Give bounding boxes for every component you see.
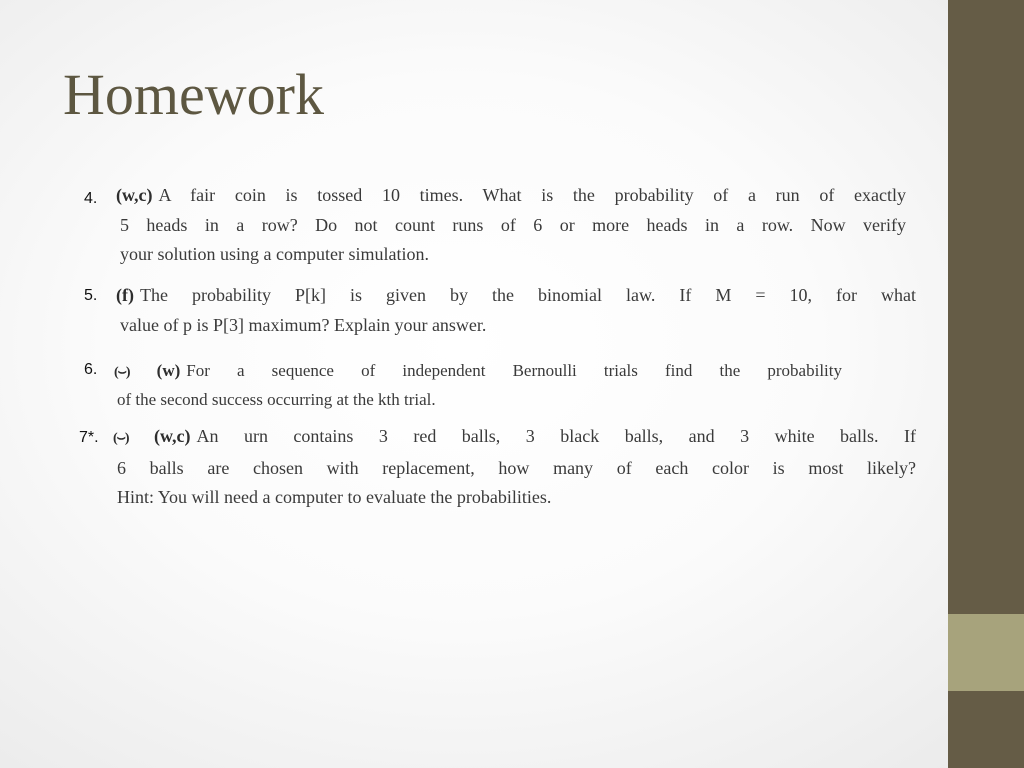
problem-text xyxy=(114,357,842,413)
problem-line: Hint: You will need a computer to evaluate the probabilities. xyxy=(117,487,552,507)
problem-tag: (w) xyxy=(156,361,181,380)
problem-number: 4. xyxy=(84,190,98,207)
problem-tag: (f) xyxy=(116,285,134,305)
smiley-icon: (⌣) xyxy=(113,431,129,446)
problem-line-text: An urn contains 3 red balls, 3 black balls, and 3 white balls. If xyxy=(196,426,916,446)
problem-line xyxy=(113,422,916,454)
sidebar-accent-block xyxy=(948,614,1024,691)
problem-line xyxy=(116,181,906,211)
problem-text xyxy=(113,422,916,513)
slide-title: Homework xyxy=(63,62,324,127)
problem-line: of the second success occurring at the kth trial. xyxy=(117,390,436,409)
smiley-icon: (⌣) xyxy=(114,365,130,380)
problem-line-text: For a sequence of independent Bernoulli trials find the probability xyxy=(186,361,842,380)
problem-line xyxy=(116,281,916,311)
problem-line: 6 balls are chosen with replacement, how many of each color is most likely? xyxy=(117,457,916,478)
problem-line: value of p is P[3] maximum? Explain your answer. xyxy=(120,314,487,335)
problem-line xyxy=(114,357,842,386)
problem-line-text: A fair coin is tossed 10 times. What is the probability of a run of exactly xyxy=(158,185,906,205)
problem-tag: (w,c) xyxy=(116,185,153,205)
problem-number: 6. xyxy=(84,361,98,378)
problem-line-text: The probability P[k] is given by the binomial law. If M = 10, for what xyxy=(139,285,916,305)
problem-number: 5. xyxy=(84,287,98,304)
problem-line: 5 heads in a row? Do not count runs of 6 or more heads in a row. Now verify xyxy=(120,214,906,235)
problem-tag: (w,c) xyxy=(154,426,191,446)
problem-text xyxy=(116,181,906,270)
problem-number: 7*. xyxy=(79,429,99,446)
problem-text xyxy=(116,281,916,340)
problem-line: your solution using a computer simulation. xyxy=(120,244,429,264)
